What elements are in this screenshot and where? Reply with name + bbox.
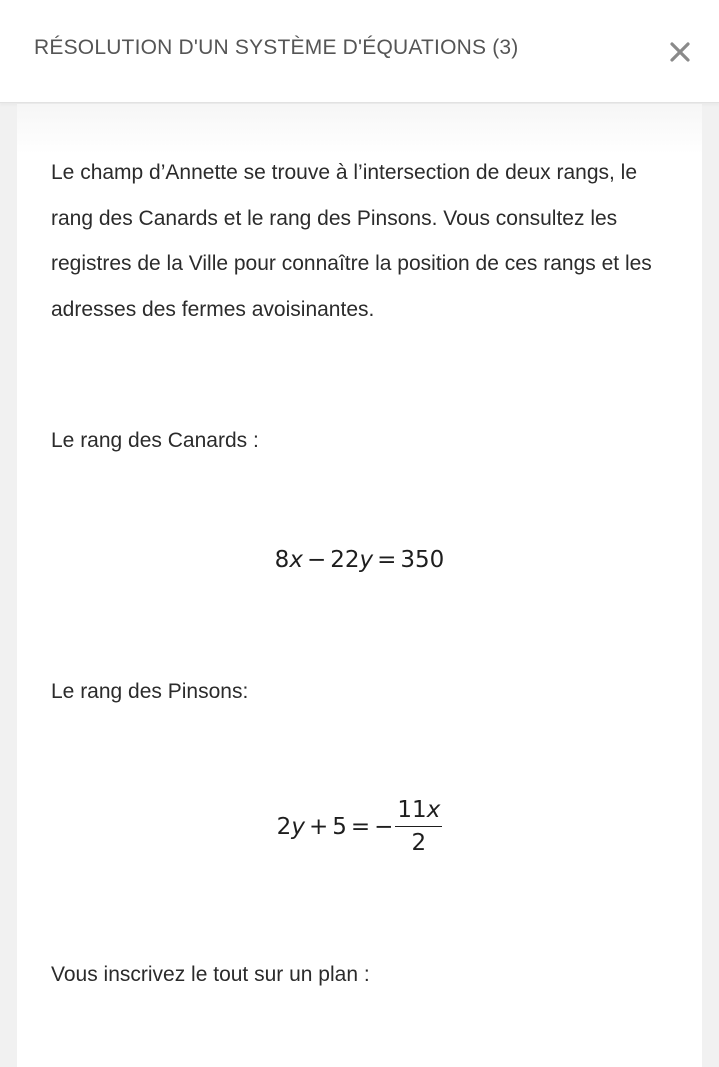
close-button[interactable] [664, 36, 696, 68]
close-icon [669, 41, 691, 63]
eq2-coef-y: 2 [276, 813, 292, 840]
canards-label: Le rang des Canards : [51, 429, 259, 452]
equation-canards [17, 547, 702, 573]
eq2-num-var: x [426, 797, 441, 823]
eq1-rhs: 350 [400, 547, 445, 573]
plan-label: Vous inscrivez le tout sur un plan : [51, 963, 370, 986]
eq1-var-y: y [359, 547, 374, 573]
eq2-plus: + [308, 813, 329, 840]
eq1-var-x: x [289, 547, 303, 573]
eq2-denominator: 2 [411, 830, 427, 856]
eq2-const: 5 [332, 813, 347, 840]
eq2-equals: = [350, 813, 371, 840]
eq1-equals: = [377, 547, 397, 573]
eq2-numerator [395, 798, 442, 827]
eq2-fraction [395, 798, 442, 855]
eq2-num-coef: 11 [397, 797, 427, 823]
eq1-coef-x: 8 [274, 547, 290, 573]
eq1-coef-y: 22 [330, 547, 360, 573]
pinsons-label: Le rang des Pinsons: [51, 680, 249, 703]
equation-pinsons [17, 798, 702, 855]
eq2-var-y: y [291, 813, 305, 840]
modal-title: RÉSOLUTION D'UN SYSTÈME D'ÉQUATIONS (3) [34, 36, 519, 59]
modal-header [0, 0, 719, 103]
content-card [17, 104, 702, 1067]
eq1-minus: − [306, 547, 327, 573]
eq2-neg: − [374, 813, 394, 840]
intro-paragraph: Le champ d’Annette se trouve à l’intersection de deux rangs, le rang des Canards et le rang des Pinsons. Vous consultez les registres de la Ville pour connaître la position de ces rangs et les adresses des fermes avoisinantes. [51, 161, 652, 321]
